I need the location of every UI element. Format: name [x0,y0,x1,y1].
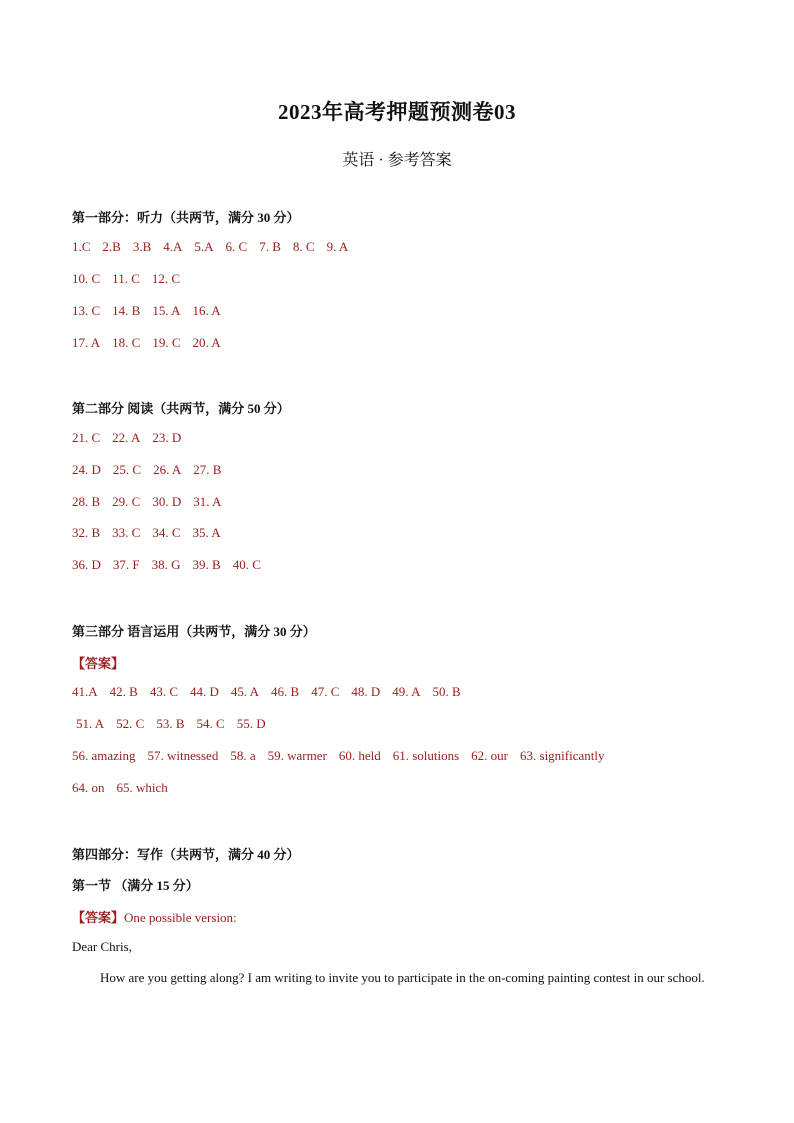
answer-item: 10. C [72,271,101,286]
part2-row [72,557,261,573]
answer-item: 62. our [471,748,509,763]
answer-item: 24. D [72,462,101,477]
answer-item: 20. A [192,335,221,350]
part3-row [72,780,168,796]
answer-item: 19. C [152,335,181,350]
answer-item: 13. C [72,303,101,318]
answer-item: 29. C [112,494,141,509]
answer-item: 53. B [156,716,185,731]
part2-heading: 第二部分 阅读（共两节，满分 50 分） [72,401,290,416]
part1-heading: 第一部分：听力（共两节，满分 30 分） [72,210,300,225]
part4-heading: 第四部分：写作（共两节，满分 40 分） [72,847,300,862]
answer-item: 30. D [152,494,182,509]
part3-row [72,748,605,764]
part4-answer-tag: 【答案】 [72,910,125,925]
answer-item: 17. A [72,335,101,350]
answer-item: 9. A [326,239,349,254]
answer-item: 46. B [271,684,300,699]
answer-item: 50. B [432,684,461,699]
answer-item: 41.A [72,684,98,699]
answer-item: 43. C [149,684,178,699]
letter-paragraph: How are you getting along? I am writing to invite you to participate in the on-coming painting contest in our school. [100,970,705,985]
answer-item: 52. C [116,716,145,731]
answer-item: 51. A [76,716,105,731]
answer-item: 54. C [196,716,225,731]
answer-item: 63. significantly [520,748,605,763]
answer-item: 40. C [232,557,261,572]
answer-item: 31. A [193,494,222,509]
part2-row [72,525,221,541]
answer-item: 4.A [163,239,183,254]
answer-item: 11. C [112,271,140,286]
answer-item: 57. witnessed [147,748,219,763]
answer-item: 38. G [151,557,181,572]
part3-row [76,716,266,732]
answer-item: 35. A [192,525,221,540]
answer-item: 25. C [112,462,142,477]
part1-row [72,303,221,319]
part2-row [72,430,181,446]
answer-item: 55. D [236,716,266,731]
answer-item: 60. held [338,748,381,763]
answer-item: 61. solutions [392,748,460,763]
part1-row [72,335,221,351]
answer-item: 44. D [189,684,219,699]
part1-row [72,239,348,255]
answer-item: 1.C [72,239,91,254]
answer-item: 56. amazing [72,748,136,763]
answer-item: 3.B [132,239,152,254]
answer-item: 39. B [192,557,221,572]
answer-item: 27. B [193,462,222,477]
answer-item: 18. C [112,335,141,350]
answer-item: 22. A [112,430,141,445]
part4-answer-intro: One possible version: [124,910,237,925]
letter-greeting: Dear Chris, [72,939,132,954]
answer-item: 47. C [311,684,340,699]
answer-item: 7. B [259,239,281,254]
answer-item: 23. D [152,430,182,445]
answer-item: 12. C [151,271,181,286]
answer-item: 16. A [192,303,221,318]
answer-item: 36. D [72,557,101,572]
answer-item: 5.A [194,239,214,254]
part3-heading: 第三部分 语言运用（共两节，满分 30 分） [72,624,316,639]
answer-item: 6. C [225,239,248,254]
answer-item: 2.B [102,239,121,254]
part1-row [72,271,180,287]
answer-item: 37. F [112,557,140,572]
part4-section1: 第一节 （满分 15 分） [72,878,199,893]
answer-item: 48. D [351,684,381,699]
page-subtitle: 英语 · 参考答案 [342,152,452,169]
answer-item: 28. B [72,494,101,509]
answer-item: 26. A [153,462,182,477]
page-title: 2023年高考押题预测卷03 [278,100,516,124]
answer-item: 45. A [230,684,260,699]
answer-item: 59. warmer [267,748,327,763]
answer-item: 65. which [116,780,168,795]
answer-item: 21. C [72,430,101,445]
part2-row [72,462,221,478]
answer-item: 15. A [152,303,181,318]
answer-item: 49. A [392,684,421,699]
answer-item: 64. on [72,780,105,795]
answer-item: 34. C [152,525,181,540]
answer-item: 58. a [230,748,256,763]
answer-item: 14. B [112,303,141,318]
part3-row [72,684,461,700]
answer-item: 8. C [292,239,315,254]
part3-answer-tag: 【答案】 [72,656,125,671]
answer-item: 33. C [112,525,141,540]
answer-item: 42. B [109,684,138,699]
part2-row [72,494,221,510]
answer-item: 32. B [72,525,101,540]
part4-answer-line [72,907,237,926]
